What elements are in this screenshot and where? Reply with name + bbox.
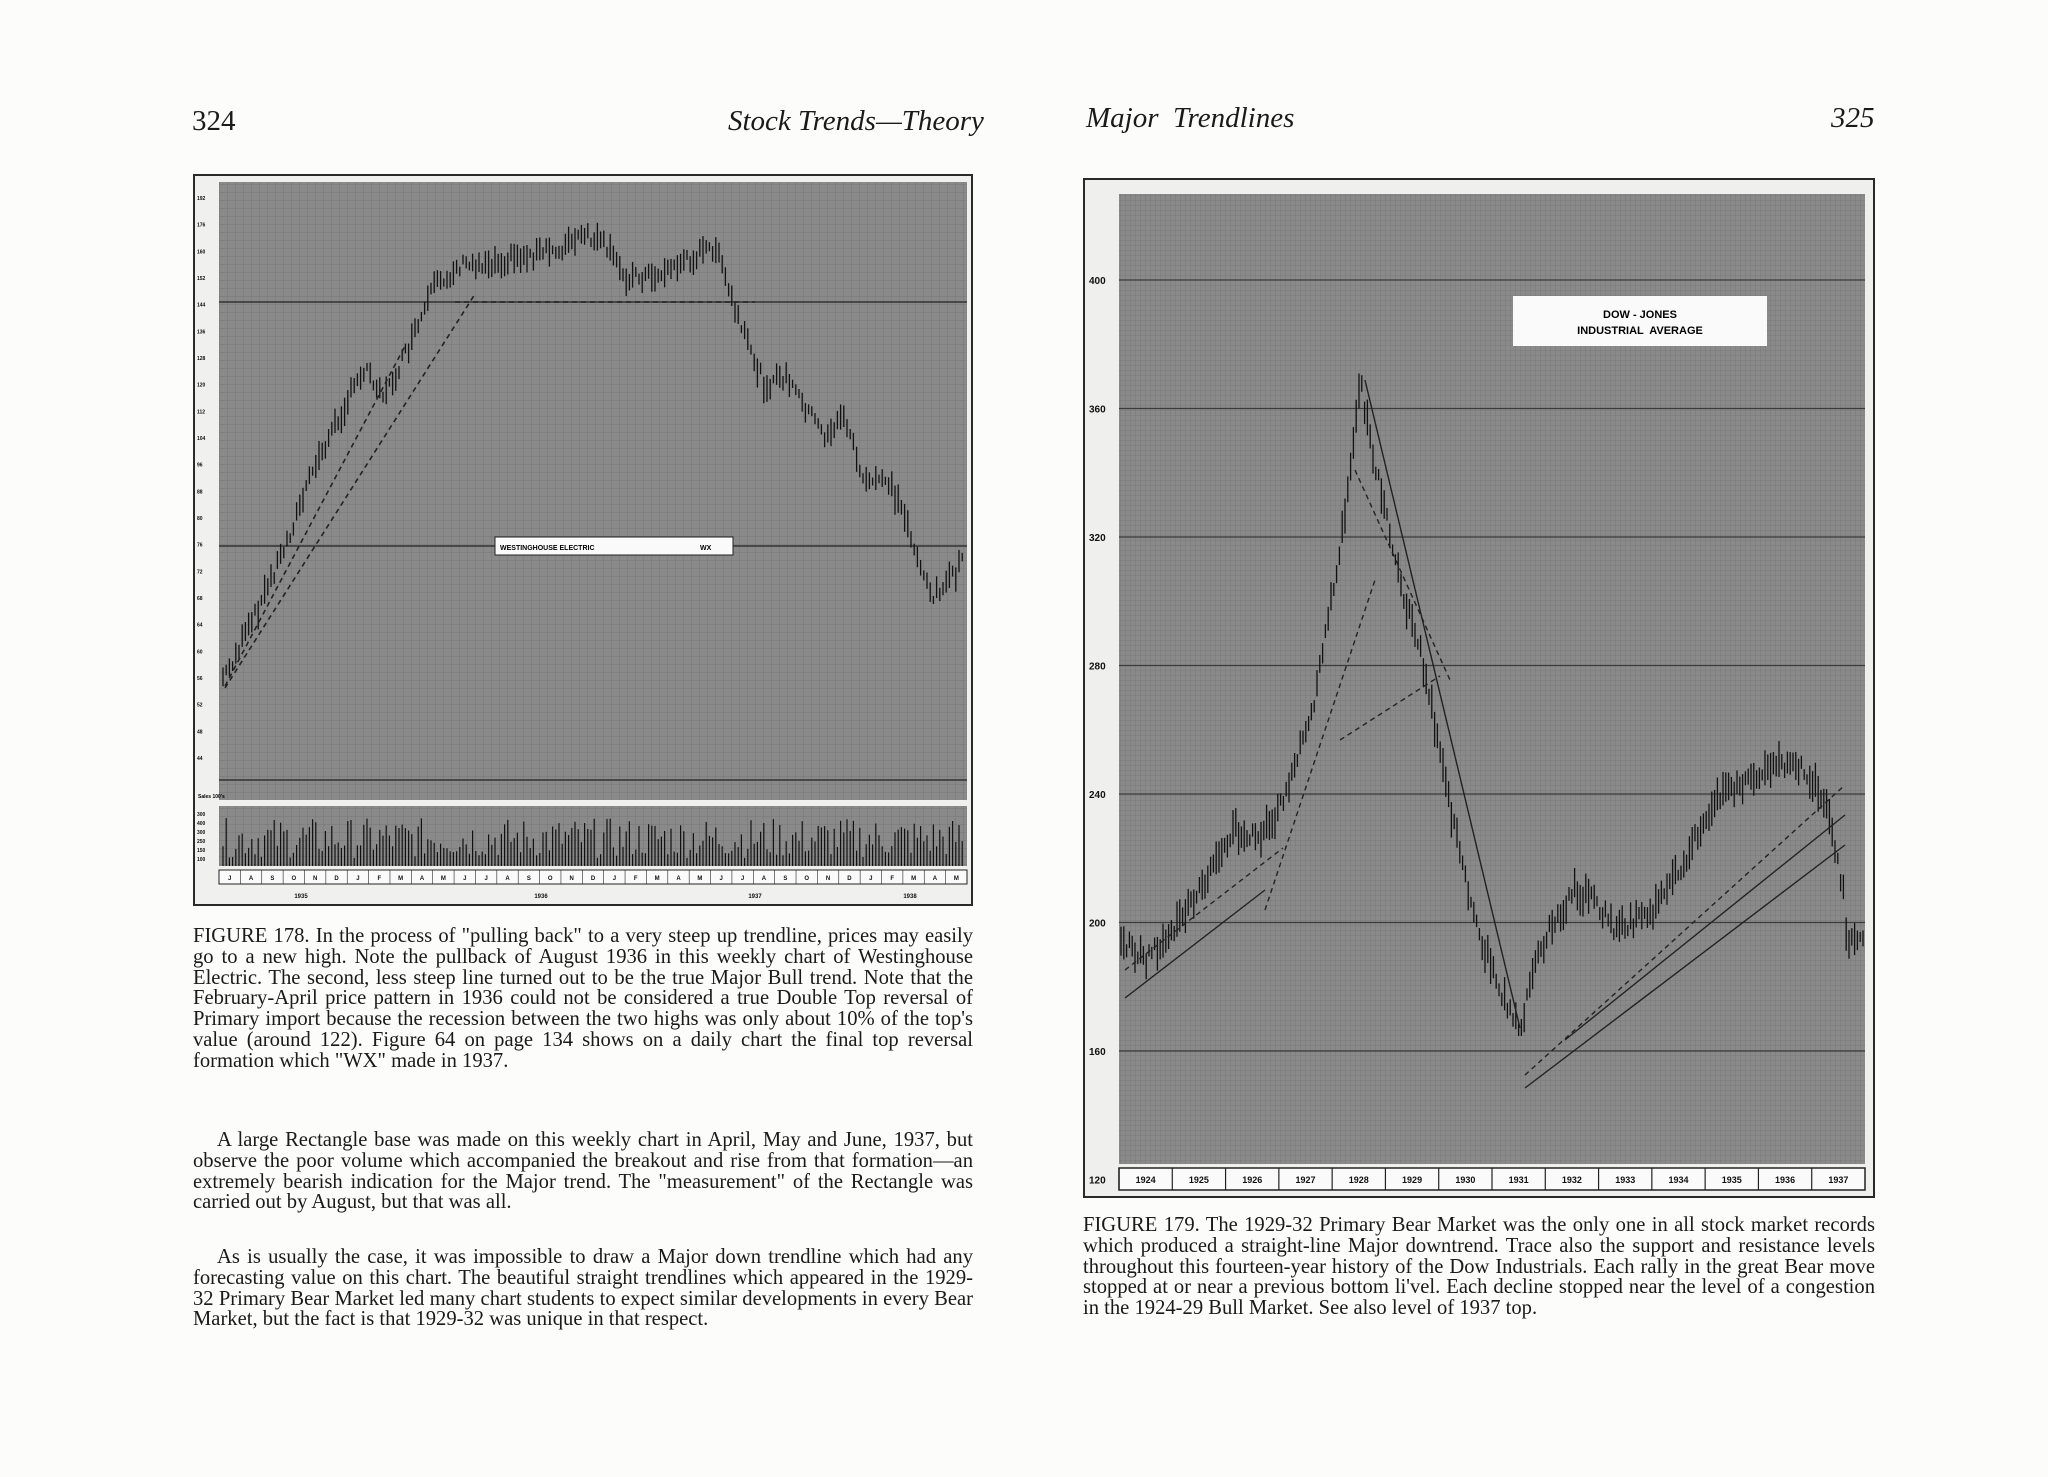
month-label: S <box>526 876 531 882</box>
dj-price-tick-label: 280 <box>1089 661 1106 673</box>
year-label: 1938 <box>903 894 917 900</box>
dj-price-tick-label: 360 <box>1089 404 1106 416</box>
dj-year-label: 1924 <box>1135 1175 1156 1185</box>
price-tick-label: 152 <box>197 276 206 282</box>
price-tick-label: 68 <box>197 596 203 602</box>
month-label: J <box>612 876 617 882</box>
price-tick-label: 192 <box>197 196 206 202</box>
month-label: A <box>676 876 681 882</box>
dj-year-label: 1934 <box>1668 1175 1689 1185</box>
month-label: S <box>270 876 275 882</box>
month-label: N <box>569 876 574 882</box>
month-label: M <box>953 876 959 882</box>
dj-title-line-2: INDUSTRIAL AVERAGE <box>1577 325 1703 337</box>
westinghouse-label: WESTINGHOUSE ELECTRIC <box>500 545 595 552</box>
price-tick-label: 144 <box>197 302 206 309</box>
dj-year-label: 1931 <box>1508 1175 1529 1185</box>
price-tick-label: 136 <box>197 329 206 336</box>
price-tick-label: 176 <box>197 222 206 229</box>
month-label: O <box>547 876 553 882</box>
month-label: J <box>228 876 232 882</box>
month-label: J <box>869 876 873 882</box>
price-tick-label: 104 <box>197 436 206 442</box>
price-tick-label: 48 <box>197 729 203 736</box>
figure-179-caption: FIGURE 179. The 1929-32 Primary Bear Market was the only one in all stock market records which produced a straight-line Major downtrend. Trace also the support and resistance levels throughout this fourteen-year history of the Dow Industrials. Each rally in the great Bear move stopped at or near a previous bottom li'vel. Each decline stopped near the level of a congestion in the 1924-29 Bull Market. See also level of 1937 top. <box>1083 1214 1875 1320</box>
page-number-right: 325 <box>1831 102 1875 134</box>
month-label: J <box>356 876 360 882</box>
month-label: O <box>804 876 810 882</box>
volume-tick-label: 400 <box>197 821 206 827</box>
year-label: 1937 <box>748 894 762 900</box>
month-label: D <box>334 876 339 882</box>
price-tick-label: 76 <box>197 542 203 549</box>
month-label: J <box>463 876 467 882</box>
month-label: F <box>377 876 382 882</box>
month-label: M <box>911 876 917 882</box>
dj-year-label: 1935 <box>1721 1175 1742 1185</box>
month-label: A <box>419 876 425 882</box>
month-label: J <box>719 876 723 882</box>
month-label: S <box>783 876 788 882</box>
month-label: F <box>633 876 638 882</box>
dj-price-tick-label: 320 <box>1089 533 1106 544</box>
dj-year-label: 1927 <box>1295 1175 1316 1185</box>
month-label: J <box>740 876 745 882</box>
price-tick-label: 56 <box>197 676 203 682</box>
month-label: D <box>847 876 852 882</box>
month-label: M <box>398 876 404 882</box>
price-tick-label: 120 <box>197 382 206 389</box>
price-tick-label: 64 <box>197 622 203 629</box>
month-label: F <box>890 876 895 882</box>
westinghouse-chart-svg <box>195 176 971 904</box>
left-paragraph-1: A large Rectangle base was made on this weekly chart in April, May and June, 1937, but observe the poor volume which accompanied the breakout and rise from that formation—an extremely bearish indication for the Major trend. The "measurement" of the Rectangle was carried out by August, but that was all. <box>193 1129 973 1214</box>
price-tick-label: 88 <box>197 489 203 496</box>
month-label: A <box>505 876 510 882</box>
dj-price-tick-label: 400 <box>1089 276 1106 287</box>
price-tick-label: 60 <box>197 649 203 656</box>
month-label: A <box>248 876 254 882</box>
page-number-left: 324 <box>192 105 236 137</box>
year-label: 1936 <box>534 894 548 900</box>
price-tick-label: 72 <box>197 569 203 576</box>
year-label: 1935 <box>294 894 308 900</box>
dow-jones-chart <box>1083 178 1875 1198</box>
month-label: N <box>312 876 318 882</box>
dj-price-tick-label: 160 <box>1089 1047 1106 1058</box>
volume-tick-label: 300 <box>197 812 206 818</box>
dj-year-label: 1937 <box>1828 1175 1849 1185</box>
month-label: M <box>440 876 446 882</box>
dj-year-label: 1929 <box>1402 1175 1423 1185</box>
dj-year-label: 1930 <box>1455 1175 1476 1185</box>
price-tick-label: 128 <box>197 356 206 362</box>
wx-ticker-label: WX <box>700 545 712 552</box>
figure-178-caption: FIGURE 178. In the process of "pulling back" to a very steep up trendline, prices may easily go to a new high. Note the pullback of August 1936 in this weekly chart of Westinghouse Electric. The second, less steep line turned out to be the true Major Bull trend. Note that the February-April price pattern in 1936 could not be considered a true Double Top reversal of Primary import because the recession between the two highs was only about 10% of the top's value (around 122). Figure 64 on page 134 shows on a daily chart the final top reversal formation which "WX" made in 1937. <box>193 925 973 1072</box>
right-page <box>1024 0 2048 1477</box>
price-tick-label: 160 <box>197 249 206 256</box>
left-paragraph-2: As is usually the case, it was impossible to draw a Major down trendline which had any forecasting value on this chart. The beautiful straight trendlines which appeared in the 1929-32 Primary Bear Market led many chart students to expect similar developments in every Bear Market, but the fact is that 1929-32 was unique in that respect. <box>193 1246 973 1331</box>
month-label: M <box>654 876 660 882</box>
month-label: J <box>484 876 488 882</box>
westinghouse-chart <box>193 174 973 906</box>
dj-price-tick-label: 200 <box>1089 918 1106 930</box>
month-label: O <box>291 876 297 882</box>
price-tick-label: 112 <box>197 409 206 416</box>
dj-price-tick-label: 120 <box>1089 1175 1106 1187</box>
price-tick-label: 44 <box>197 756 203 762</box>
price-tick-label: 52 <box>197 702 203 709</box>
dj-year-label: 1926 <box>1242 1175 1263 1185</box>
dj-year-label: 1928 <box>1348 1175 1369 1185</box>
month-label: D <box>590 876 596 882</box>
dow-jones-chart-svg <box>1085 180 1873 1196</box>
dj-year-label: 1933 <box>1615 1175 1636 1185</box>
month-label: A <box>932 876 938 882</box>
dj-year-label: 1936 <box>1775 1175 1796 1185</box>
dj-title-box <box>1513 296 1767 346</box>
volume-tick-label: 150 <box>197 848 206 854</box>
running-head-left: Stock Trends—Theory <box>728 105 984 137</box>
month-label: N <box>825 876 831 882</box>
volume-tick-label: 250 <box>197 839 206 845</box>
dj-title-line-1: DOW - JONES <box>1603 309 1677 321</box>
volume-tick-label: 100 <box>197 857 206 863</box>
price-tick-label: 96 <box>197 462 203 469</box>
sales-label: Sales 100's <box>198 794 225 800</box>
month-label: A <box>761 876 767 882</box>
dj-year-label: 1925 <box>1188 1175 1209 1185</box>
price-tick-label: 80 <box>197 516 203 522</box>
dj-price-tick-label: 240 <box>1089 790 1106 801</box>
dj-year-label: 1932 <box>1561 1175 1582 1185</box>
running-head-right: Major Trendlines <box>1086 102 1295 134</box>
volume-tick-label: 300 <box>197 830 206 836</box>
month-label: M <box>697 876 703 882</box>
